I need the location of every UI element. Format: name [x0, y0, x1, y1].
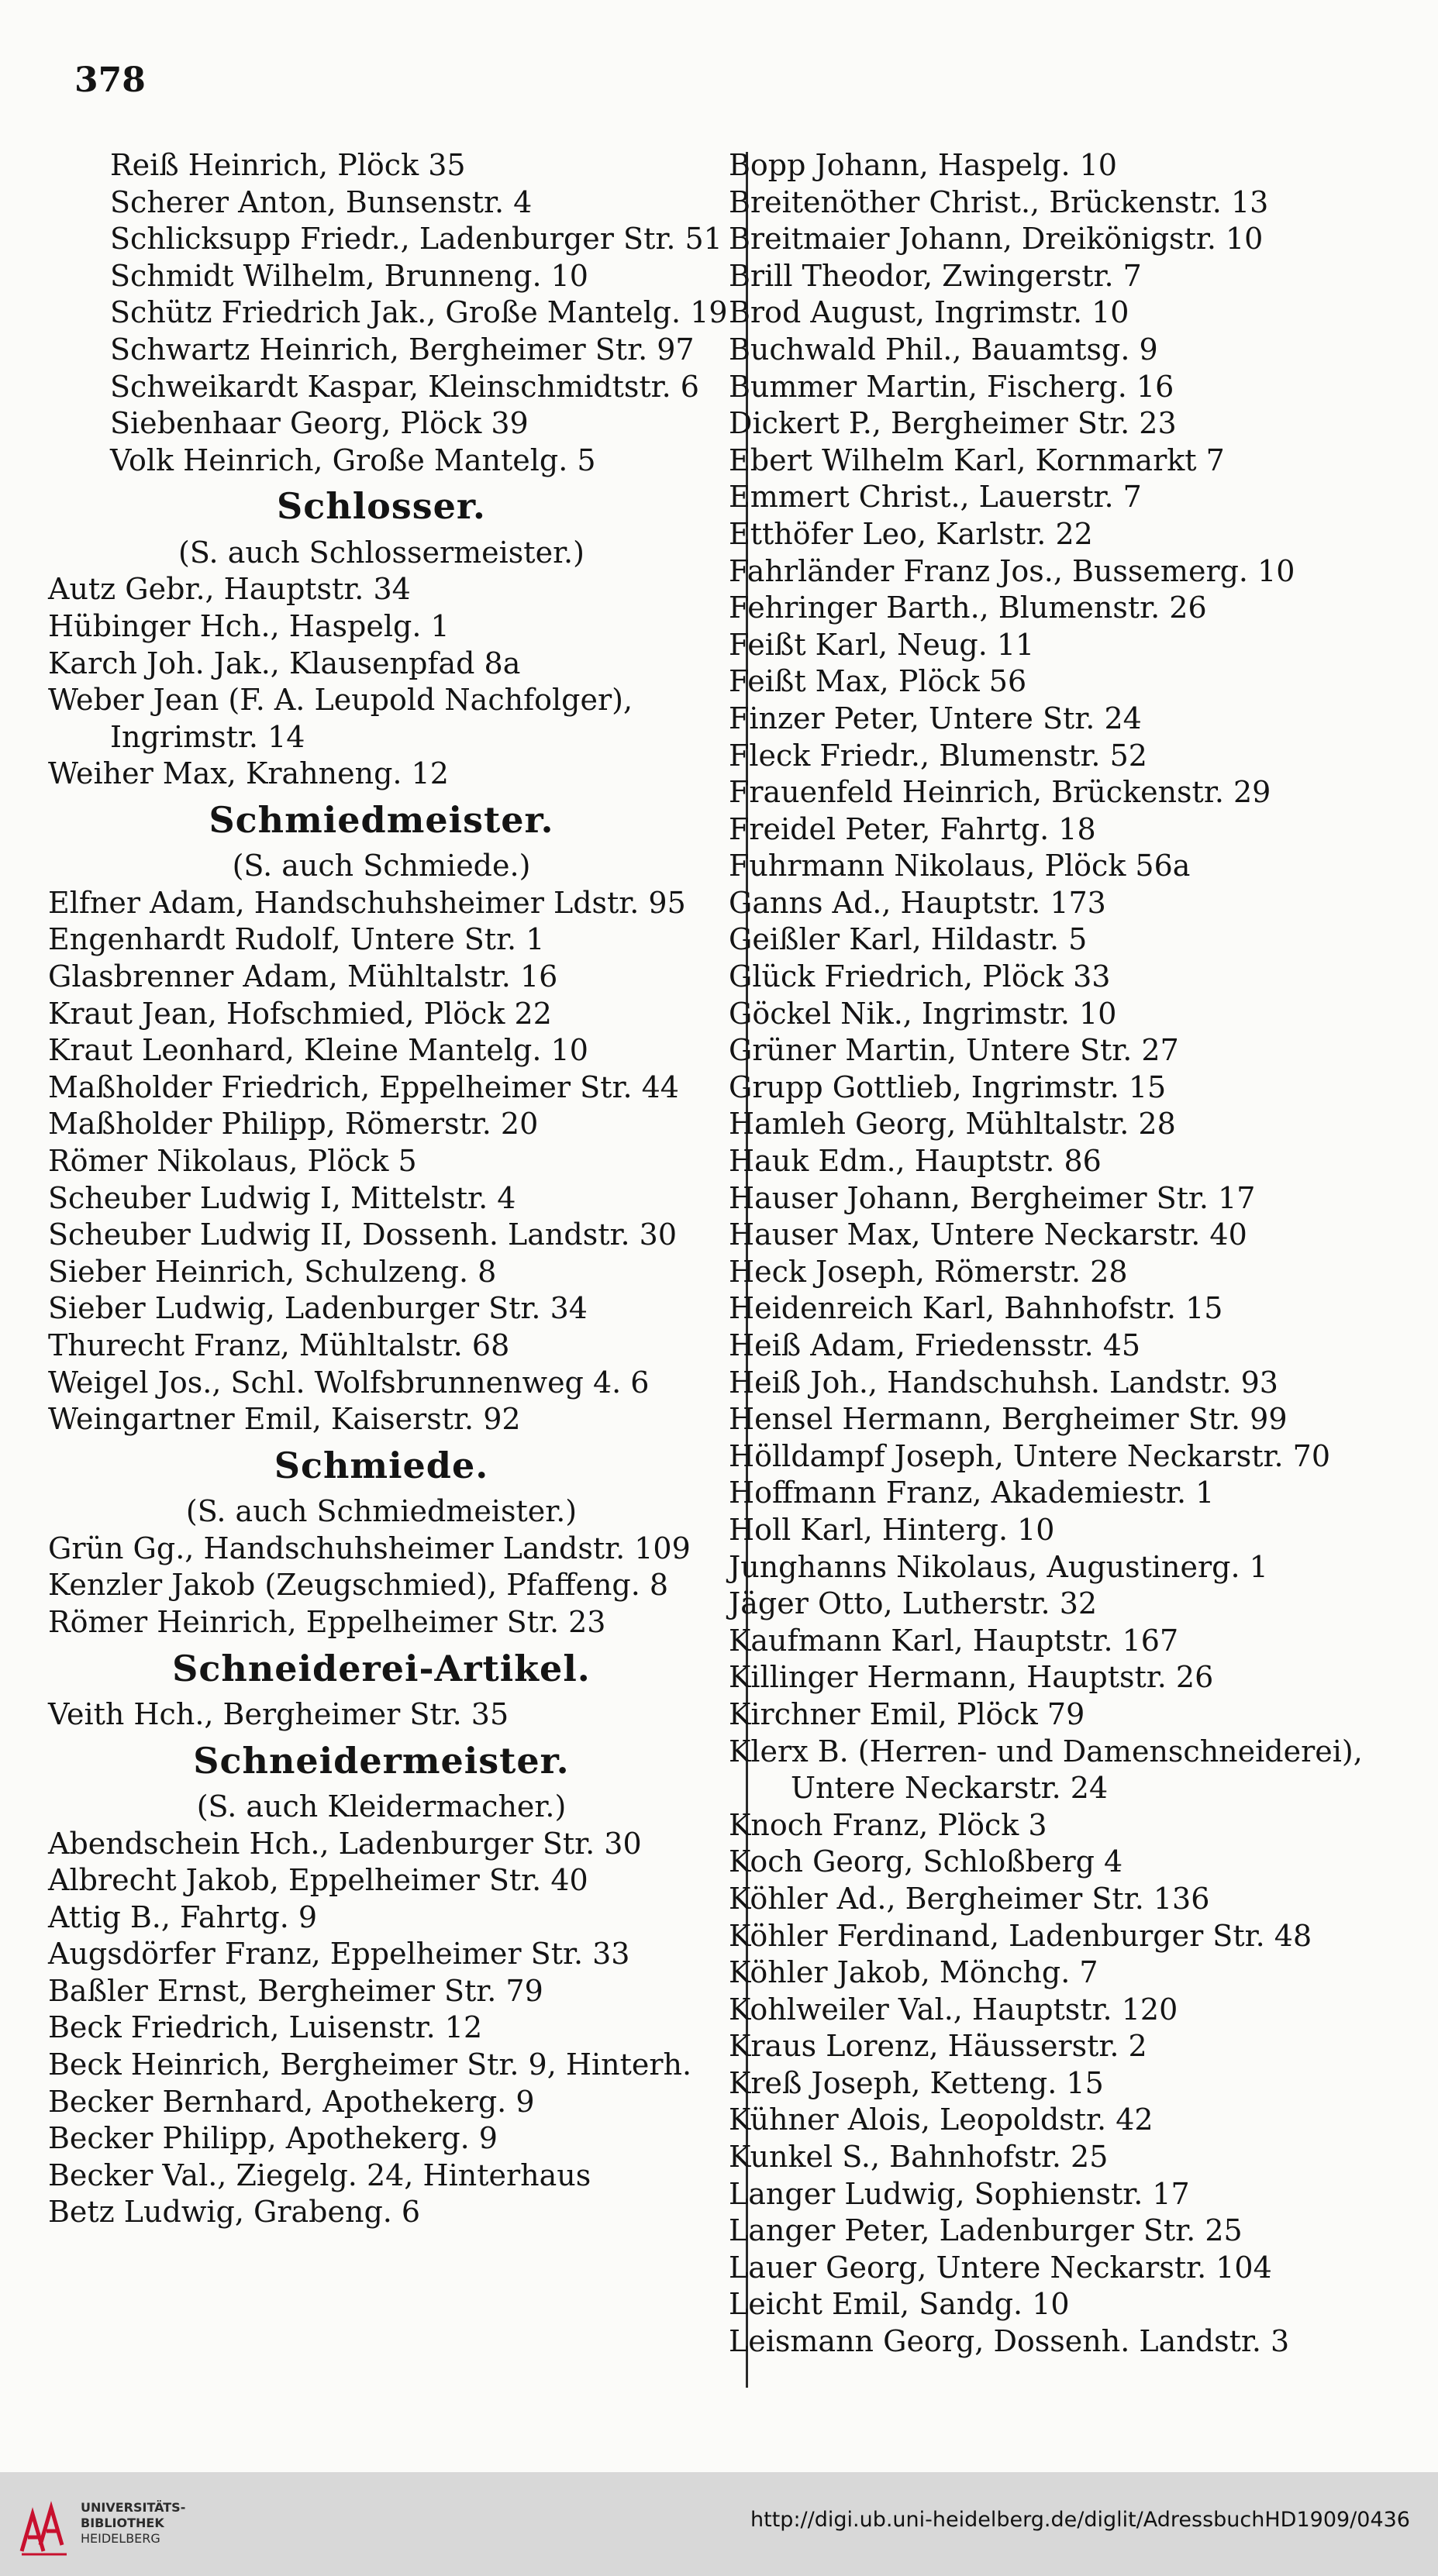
directory-entry: Kaufmann Karl, Hauptstr. 167 — [729, 1623, 1179, 1658]
directory-entry: Kenzler Jakob (Zeugschmied), Pfaffeng. 8 — [48, 1568, 669, 1603]
directory-entry: Dickert P., Bergheimer Str. 23 — [729, 406, 1177, 441]
directory-entry: Römer Nikolaus, Plöck 5 — [48, 1144, 417, 1179]
directory-entry: Hauser Johann, Bergheimer Str. 17 — [729, 1180, 1256, 1215]
directory-entry: Sieber Heinrich, Schulzeng. 8 — [48, 1254, 497, 1289]
directory-entry: Bummer Martin, Fischerg. 16 — [729, 369, 1174, 404]
directory-entry: Klerx B. (Herren- und Damenschneiderei), — [729, 1734, 1363, 1768]
directory-entry: Hauser Max, Untere Neckarstr. 40 — [729, 1217, 1247, 1252]
directory-entry: Hübinger Hch., Haspelg. 1 — [48, 608, 450, 643]
directory-entry: Untere Neckarstr. 24 — [791, 1771, 1109, 1806]
directory-entry: Weber Jean (F. A. Leupold Nachfolger), — [48, 683, 633, 718]
section-heading: Schlosser. — [277, 485, 486, 528]
directory-entry: Scheuber Ludwig II, Dossenh. Landstr. 30 — [48, 1217, 678, 1252]
directory-entry: Langer Ludwig, Sophienstr. 17 — [729, 2176, 1190, 2211]
directory-entry: Hoffmann Franz, Akademiestr. 1 — [729, 1476, 1215, 1510]
directory-entry: Killinger Hermann, Hauptstr. 26 — [729, 1660, 1214, 1695]
library-name-line3: HEIDELBERG — [81, 2531, 160, 2546]
directory-entry: Kraut Leonhard, Kleine Mantelg. 10 — [48, 1033, 588, 1068]
directory-entry: Hensel Hermann, Bergheimer Str. 99 — [729, 1402, 1288, 1437]
directory-entry: Baßler Ernst, Bergheimer Str. 79 — [48, 1973, 543, 2008]
directory-entry: Knoch Franz, Plöck 3 — [729, 1807, 1047, 1842]
section-heading: Schmiedmeister. — [209, 798, 554, 841]
directory-entry: Finzer Peter, Untere Str. 24 — [729, 701, 1142, 735]
directory-entry: Etthöfer Leo, Karlstr. 22 — [729, 516, 1093, 551]
directory-entry: Ebert Wilhelm Karl, Kornmarkt 7 — [729, 443, 1225, 477]
directory-entry: Albrecht Jakob, Eppelheimer Str. 40 — [48, 1863, 588, 1898]
section-note: (S. auch Schlossermeister.) — [178, 535, 585, 570]
library-name-line1: UNIVERSITÄTS- — [81, 2500, 186, 2515]
directory-entry: Siebenhaar Georg, Plöck 39 — [110, 406, 529, 441]
directory-entry: Jäger Otto, Lutherstr. 32 — [729, 1586, 1098, 1621]
section-heading: Schmiede. — [274, 1444, 489, 1486]
directory-entry: Ingrimstr. 14 — [110, 719, 305, 754]
directory-entry: Scheuber Ludwig I, Mittelstr. 4 — [48, 1180, 516, 1215]
directory-entry: Volk Heinrich, Große Mantelg. 5 — [110, 443, 596, 477]
directory-entry: Weigel Jos., Schl. Wolfsbrunnenweg 4. 6 — [48, 1365, 650, 1400]
directory-entry: Kraus Lorenz, Häusserstr. 2 — [729, 2029, 1147, 2064]
section-note: (S. auch Schmiede.) — [232, 849, 531, 883]
library-name — [81, 2500, 185, 2547]
directory-entry: Junghanns Nikolaus, Augustinerg. 1 — [729, 1549, 1268, 1584]
directory-entry: Langer Peter, Ladenburger Str. 25 — [729, 2213, 1243, 2248]
directory-entry: Fleck Friedr., Blumenstr. 52 — [729, 738, 1147, 773]
directory-entry: Grüner Martin, Untere Str. 27 — [729, 1033, 1179, 1068]
directory-entry: Hölldampf Joseph, Untere Neckarstr. 70 — [729, 1438, 1330, 1473]
directory-entry: Kühner Alois, Leopoldstr. 42 — [729, 2102, 1154, 2137]
section-heading: Schneiderei-Artikel. — [172, 1647, 591, 1689]
directory-entry: Reiß Heinrich, Plöck 35 — [110, 148, 466, 182]
directory-entry: Fuhrmann Nikolaus, Plöck 56a — [729, 849, 1191, 883]
directory-entry: Glasbrenner Adam, Mühltalstr. 16 — [48, 959, 558, 994]
directory-entry: Köhler Ad., Bergheimer Str. 136 — [729, 1881, 1210, 1916]
directory-entry: Freidel Peter, Fahrtg. 18 — [729, 811, 1096, 846]
directory-entry: Betz Ludwig, Grabeng. 6 — [48, 2195, 421, 2230]
directory-entry: Grün Gg., Handschuhsheimer Landstr. 109 — [48, 1531, 691, 1565]
directory-entry: Leicht Emil, Sandg. 10 — [729, 2287, 1070, 2322]
directory-entry: Beck Heinrich, Bergheimer Str. 9, Hinterh. — [48, 2047, 692, 2082]
directory-entry: Kreß Joseph, Ketteng. 15 — [729, 2065, 1104, 2100]
directory-entry: Elfner Adam, Handschuhsheimer Ldstr. 95 — [48, 885, 686, 920]
source-url-link[interactable]: http://digi.ub.uni-heidelberg.de/diglit/AdressbuchHD1909/0436 — [750, 2508, 1410, 2532]
directory-entry: Grupp Gottlieb, Ingrimstr. 15 — [729, 1069, 1167, 1104]
directory-entry: Brod August, Ingrimstr. 10 — [729, 295, 1129, 330]
directory-entry: Karch Joh. Jak., Klausenpfad 8a — [48, 646, 521, 680]
directory-entry: Schwartz Heinrich, Bergheimer Str. 97 — [110, 332, 695, 367]
directory-entry: Holl Karl, Hinterg. 10 — [729, 1512, 1055, 1547]
directory-entry: Thurecht Franz, Mühltalstr. 68 — [48, 1328, 510, 1362]
directory-entry: Maßholder Philipp, Römerstr. 20 — [48, 1107, 539, 1142]
footer-bar — [0, 2472, 1438, 2576]
directory-entry: Feißt Max, Plöck 56 — [729, 664, 1027, 699]
directory-entry: Koch Georg, Schloßberg 4 — [729, 1844, 1123, 1879]
directory-entry: Leismann Georg, Dossenh. Landstr. 3 — [729, 2324, 1290, 2359]
directory-entry: Kraut Jean, Hofschmied, Plöck 22 — [48, 996, 552, 1031]
directory-entry: Ganns Ad., Hauptstr. 173 — [729, 885, 1106, 920]
directory-entry: Heck Joseph, Römerstr. 28 — [729, 1254, 1128, 1289]
left-column — [48, 147, 728, 2231]
right-column — [729, 147, 1411, 2361]
directory-entry: Becker Val., Ziegelg. 24, Hinterhaus — [48, 2158, 591, 2192]
directory-entry: Engenhardt Rudolf, Untere Str. 1 — [48, 922, 545, 957]
directory-entry: Schweikardt Kaspar, Kleinschmidtstr. 6 — [110, 369, 699, 404]
directory-entry: Kunkel S., Bahnhofstr. 25 — [729, 2140, 1109, 2175]
directory-entry: Breitenöther Christ., Brückenstr. 13 — [729, 184, 1269, 219]
directory-entry: Lauer Georg, Untere Neckarstr. 104 — [729, 2250, 1272, 2285]
directory-entry: Heidenreich Karl, Bahnhofstr. 15 — [729, 1291, 1223, 1326]
section-note: (S. auch Schmiedmeister.) — [185, 1494, 578, 1529]
directory-entry: Weingartner Emil, Kaiserstr. 92 — [48, 1402, 521, 1437]
directory-entry: Frauenfeld Heinrich, Brückenstr. 29 — [729, 775, 1271, 810]
directory-entry: Köhler Ferdinand, Ladenburger Str. 48 — [729, 1918, 1312, 1953]
directory-entry: Heiß Adam, Friedensstr. 45 — [729, 1328, 1141, 1362]
directory-entry: Köhler Jakob, Mönchg. 7 — [729, 1955, 1098, 1990]
directory-entry: Autz Gebr., Hauptstr. 34 — [48, 572, 411, 607]
directory-entry: Veith Hch., Bergheimer Str. 35 — [48, 1696, 509, 1731]
directory-entry: Weiher Max, Krahneng. 12 — [48, 756, 449, 791]
page-number: 378 — [74, 60, 146, 100]
directory-entry: Fahrländer Franz Jos., Bussemerg. 10 — [729, 553, 1295, 588]
directory-entry: Schlicksupp Friedr., Ladenburger Str. 51 — [110, 222, 722, 257]
directory-entry: Schmidt Wilhelm, Brunneng. 10 — [110, 258, 588, 293]
directory-entry: Schütz Friedrich Jak., Große Mantelg. 19 — [110, 295, 728, 330]
directory-entry: Brill Theodor, Zwingerstr. 7 — [729, 258, 1142, 293]
directory-entry: Abendschein Hch., Ladenburger Str. 30 — [48, 1826, 642, 1861]
directory-entry: Göckel Nik., Ingrimstr. 10 — [729, 996, 1117, 1031]
directory-entry: Emmert Christ., Lauerstr. 7 — [729, 480, 1142, 515]
directory-entry: Scherer Anton, Bunsenstr. 4 — [110, 184, 533, 219]
directory-entry: Fehringer Barth., Blumenstr. 26 — [729, 591, 1207, 625]
directory-entry: Augsdörfer Franz, Eppelheimer Str. 33 — [48, 1937, 630, 1972]
directory-entry: Römer Heinrich, Eppelheimer Str. 23 — [48, 1604, 606, 1639]
directory-entry: Kirchner Emil, Plöck 79 — [729, 1696, 1085, 1731]
directory-entry: Becker Bernhard, Apothekerg. 9 — [48, 2084, 535, 2119]
directory-entry: Feißt Karl, Neug. 11 — [729, 627, 1035, 662]
directory-entry: Sieber Ludwig, Ladenburger Str. 34 — [48, 1291, 588, 1326]
directory-entry: Hamleh Georg, Mühltalstr. 28 — [729, 1107, 1176, 1142]
directory-entry: Heiß Joh., Handschuhsh. Landstr. 93 — [729, 1365, 1278, 1400]
directory-entry: Bopp Johann, Haspelg. 10 — [729, 148, 1117, 182]
library-name-line2: BIBLIOTHEK — [81, 2516, 164, 2530]
section-heading: Schneidermeister. — [193, 1739, 570, 1782]
directory-entry: Maßholder Friedrich, Eppelheimer Str. 44 — [48, 1069, 679, 1104]
library-logo-icon — [17, 2491, 71, 2557]
directory-entry: Kohlweiler Val., Hauptstr. 120 — [729, 1992, 1178, 2027]
directory-entry: Geißler Karl, Hildastr. 5 — [729, 922, 1088, 957]
directory-entry: Buchwald Phil., Bauamtsg. 9 — [729, 332, 1158, 367]
directory-entry: Glück Friedrich, Plöck 33 — [729, 959, 1111, 994]
directory-entry: Breitmaier Johann, Dreikönigstr. 10 — [729, 222, 1264, 257]
directory-entry: Becker Philipp, Apothekerg. 9 — [48, 2121, 498, 2156]
directory-entry: Hauk Edm., Hauptstr. 86 — [729, 1144, 1102, 1179]
directory-entry: Beck Friedrich, Luisenstr. 12 — [48, 2010, 483, 2045]
section-note: (S. auch Kleidermacher.) — [196, 1789, 567, 1824]
directory-entry: Attig B., Fahrtg. 9 — [48, 1899, 318, 1934]
